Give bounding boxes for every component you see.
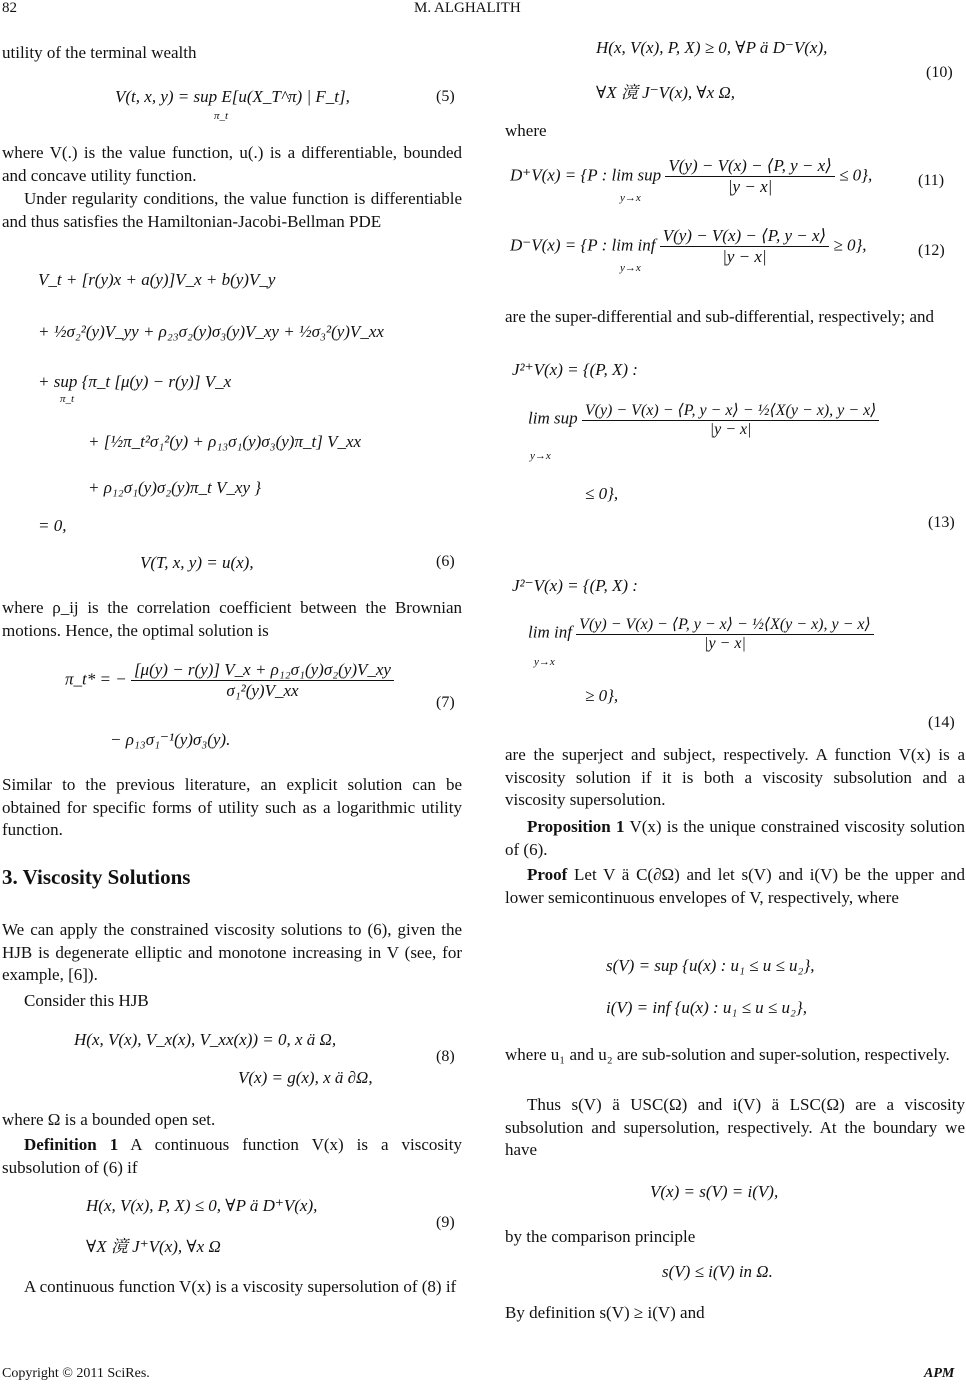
paragraph-consider: Consider this HJB [24, 991, 149, 1010]
equation-6-number: (6) [436, 553, 455, 570]
equation-11-sub: y→x [620, 192, 641, 204]
equation-12-sub: y→x [620, 262, 641, 274]
proposition-1-label: Proposition 1 [527, 817, 625, 836]
equation-14-fraction: $\frac{\text{V(y) − V(x) − ⟨P, y − x⟩ − ½⟨X(y − x), y − x⟩}}{|y - x|}$ [576, 614, 874, 653]
paragraph-correlation: where ρ_ij is the correlation coefficient between the Brownian motions. Hence, the optimal solution is [2, 598, 462, 640]
paragraph-bounded-set: where Ω is a bounded open set. [2, 1110, 216, 1129]
proof [505, 864, 965, 909]
equation-comparison: s(V) ≤ i(V) in Ω. [662, 1262, 773, 1281]
paragraph-apply: We can apply the constrained viscosity solutions to (6), given the HJB is degenerate elliptic and monotone increasing in V (see, for example, [6]). [2, 920, 462, 984]
equation-10-line-1: H(x, V(x), P, X) ≥ 0, ∀P ä D⁻V(x), [596, 38, 828, 57]
equation-14-line-2: lim inf $\frac{\text{V(y) − V(x) − ⟨P, y − x⟩ − ½⟨X(y − x), y − x⟩}}{|y - x|}$ [528, 614, 874, 653]
equation-13-line-1: J²⁺V(x) = {(P, X) : [512, 360, 638, 379]
equation-8-line-1: H(x, V(x), V_x(x), V_xx(x)) = 0, x ä Ω, [74, 1030, 337, 1049]
equation-12-number: (12) [918, 242, 945, 259]
proof-label: Proof [527, 865, 568, 884]
hjb-line-4: + [½π_t²σ₁²(y) + ρ₁₃σ₁(y)σ₃(y)π_t] V_xx [88, 432, 362, 451]
equation-13-sub: y→x [530, 450, 551, 462]
proposition-1 [505, 816, 965, 861]
paragraph-superdifferential: are the super-differential and sub-differential, respectively; and [505, 307, 935, 326]
paragraph-regularity: Under regularity conditions, the value function is differentiable and thus satisfies the Hamiltonian-Jacobi-Bellman PDE [2, 189, 462, 231]
paragraph-sub-super: where u₁ and u₂ are sub-solution and super-solution, respectively. [505, 1045, 950, 1064]
equation-14-sub: y→x [534, 656, 555, 668]
hjb-line-2: + ½σ₂²(y)V_yy + ρ₂₃σ₂(y)σ₃(y)V_xy + ½σ₃²(y)V_xx [38, 322, 384, 341]
equation-9-line-2: ∀X 滰 J⁺V(x), ∀x Ω [86, 1237, 221, 1256]
equation-13-fraction: $\frac{\text{V(y) − V(x) − ⟨P, y − x⟩ − ½⟨X(y − x), y − x⟩}}{|y - x|}$ [582, 400, 880, 439]
hjb-line-6: = 0, [38, 516, 67, 535]
equation-7-fraction: $\frac{\text{[μ(y) − r(y)] V\_x + ρ₁₂σ₁(y)σ₂(y)V\_xy}}{\text{σ₁²(y)V\_xx}}$ [131, 660, 394, 701]
equation-sv: s(V) = sup {u(x) : u₁ ≤ u ≤ u₂}, [606, 956, 815, 975]
equation-10-line-2: ∀X 滰 J⁻V(x), ∀x Ω, [596, 83, 736, 102]
equation-13-line-2: lim sup $\frac{\text{V(y) − V(x) − ⟨P, y − x⟩ − ½⟨X(y − x), y − x⟩}}{|y - x|}$ [528, 400, 879, 439]
paragraph-thus: Thus s(V) ä USC(Ω) and i(V) ä LSC(Ω) are a viscosity subsolution and supersolution, respectively. At the boundary we have [505, 1095, 965, 1159]
journal-name: APM [924, 1366, 955, 1381]
equation-5: V(t, x, y) = sup E[u(X_T^π) | F_t], [115, 87, 350, 106]
paragraph-by-definition: By definition s(V) ≥ i(V) and [505, 1303, 705, 1322]
hjb-line-3-sub: π_t [60, 393, 75, 405]
equation-12: D⁻V(x) = {P : lim inf $\frac{V(y) - V(x) - ⟨P, y - x⟩}{|y - x|}$ ≥ 0}, [510, 226, 867, 266]
proposition-1-text: V(x) is the unique constrained viscosity solution of (6). [505, 817, 965, 859]
equation-14-number: (14) [928, 714, 955, 731]
definition-1-text: A continuous function V(x) is a viscosity subsolution of (6) if [2, 1135, 462, 1177]
equation-13-number: (13) [928, 514, 955, 531]
running-author: M. ALGHALITH [414, 0, 521, 16]
definition-1 [2, 1134, 462, 1179]
equation-7-line-2: − ρ₁₃σ₁⁻¹(y)σ₃(y). [110, 730, 231, 749]
equation-7: π_t* = − $\frac{\text{[μ(y) − r(y)] V\_x + ρ₁₂σ₁(y)σ₂(y)V\_xy}}{\text{σ₁²(y)V\_xx}}$ [65, 660, 394, 701]
paragraph-supersolution: A continuous function V(x) is a viscosity supersolution of (8) if [24, 1277, 457, 1296]
equation-8-number: (8) [436, 1048, 455, 1065]
equation-10-number: (10) [926, 64, 953, 81]
proof-text: Let V ä C(∂Ω) and let s(V) and i(V) be the upper and lower semicontinuous envelopes of V, respectively, where [505, 865, 965, 907]
equation-14-line-3: ≥ 0}, [585, 686, 619, 705]
copyright: Copyright © 2011 SciRes. [2, 1366, 150, 1381]
equation-11-fraction: $\frac{V(y) - V(x) - ⟨P, y - x⟩}{|y - x|}$ [665, 156, 834, 197]
hjb-line-1: V_t + [r(y)x + a(y)]V_x + b(y)V_y [38, 270, 276, 289]
paragraph-comparison: by the comparison principle [505, 1227, 696, 1246]
intro-text: utility of the terminal wealth [2, 43, 197, 62]
equation-14-line-1: J²⁻V(x) = {(P, X) : [512, 576, 638, 595]
paragraph-value-function: where V(.) is the value function, u(.) is a differentiable, bounded and concave utility function. [2, 143, 462, 185]
paragraph-where: where [505, 121, 547, 140]
paragraph-superject: are the superject and subject, respectively. A function V(x) is a viscosity solution if it is both a viscosity subsolution and a viscosity supersolution. [505, 745, 965, 809]
equation-6: V(T, x, y) = u(x), [140, 553, 254, 572]
equation-9-line-1: H(x, V(x), P, X) ≤ 0, ∀P ä D⁺V(x), [86, 1196, 318, 1215]
equation-5-number: (5) [436, 88, 455, 105]
section-heading: 3. Viscosity Solutions [2, 865, 191, 889]
equation-8-line-2: V(x) = g(x), x ä ∂Ω, [238, 1068, 373, 1087]
hjb-line-5: + ρ₁₂σ₁(y)σ₂(y)π_t V_xy } [88, 478, 262, 497]
equation-iv: i(V) = inf {u(x) : u₁ ≤ u ≤ u₂}, [606, 998, 807, 1017]
equation-11-number: (11) [918, 172, 945, 189]
equation-11: D⁺V(x) = {P : lim sup $\frac{V(y) - V(x) - ⟨P, y - x⟩}{|y - x|}$ ≤ 0}, [510, 156, 873, 196]
equation-12-fraction: $\frac{V(y) - V(x) - ⟨P, y - x⟩}{|y - x|}$ [660, 226, 829, 267]
equation-13-line-3: ≤ 0}, [585, 484, 619, 503]
equation-7-number: (7) [436, 694, 455, 711]
definition-1-label: Definition 1 [24, 1135, 119, 1154]
equation-5-sub: π_t [214, 110, 229, 122]
hjb-line-3: + sup {π_t [μ(y) − r(y)] V_x [38, 372, 232, 391]
equation-boundary: V(x) = s(V) = i(V), [650, 1182, 779, 1201]
equation-9-number: (9) [436, 1214, 455, 1231]
page-number: 82 [2, 0, 17, 16]
paragraph-similar: Similar to the previous literature, an explicit solution can be obtained for specific forms of utility such as a logarithmic utility function. [2, 775, 462, 839]
